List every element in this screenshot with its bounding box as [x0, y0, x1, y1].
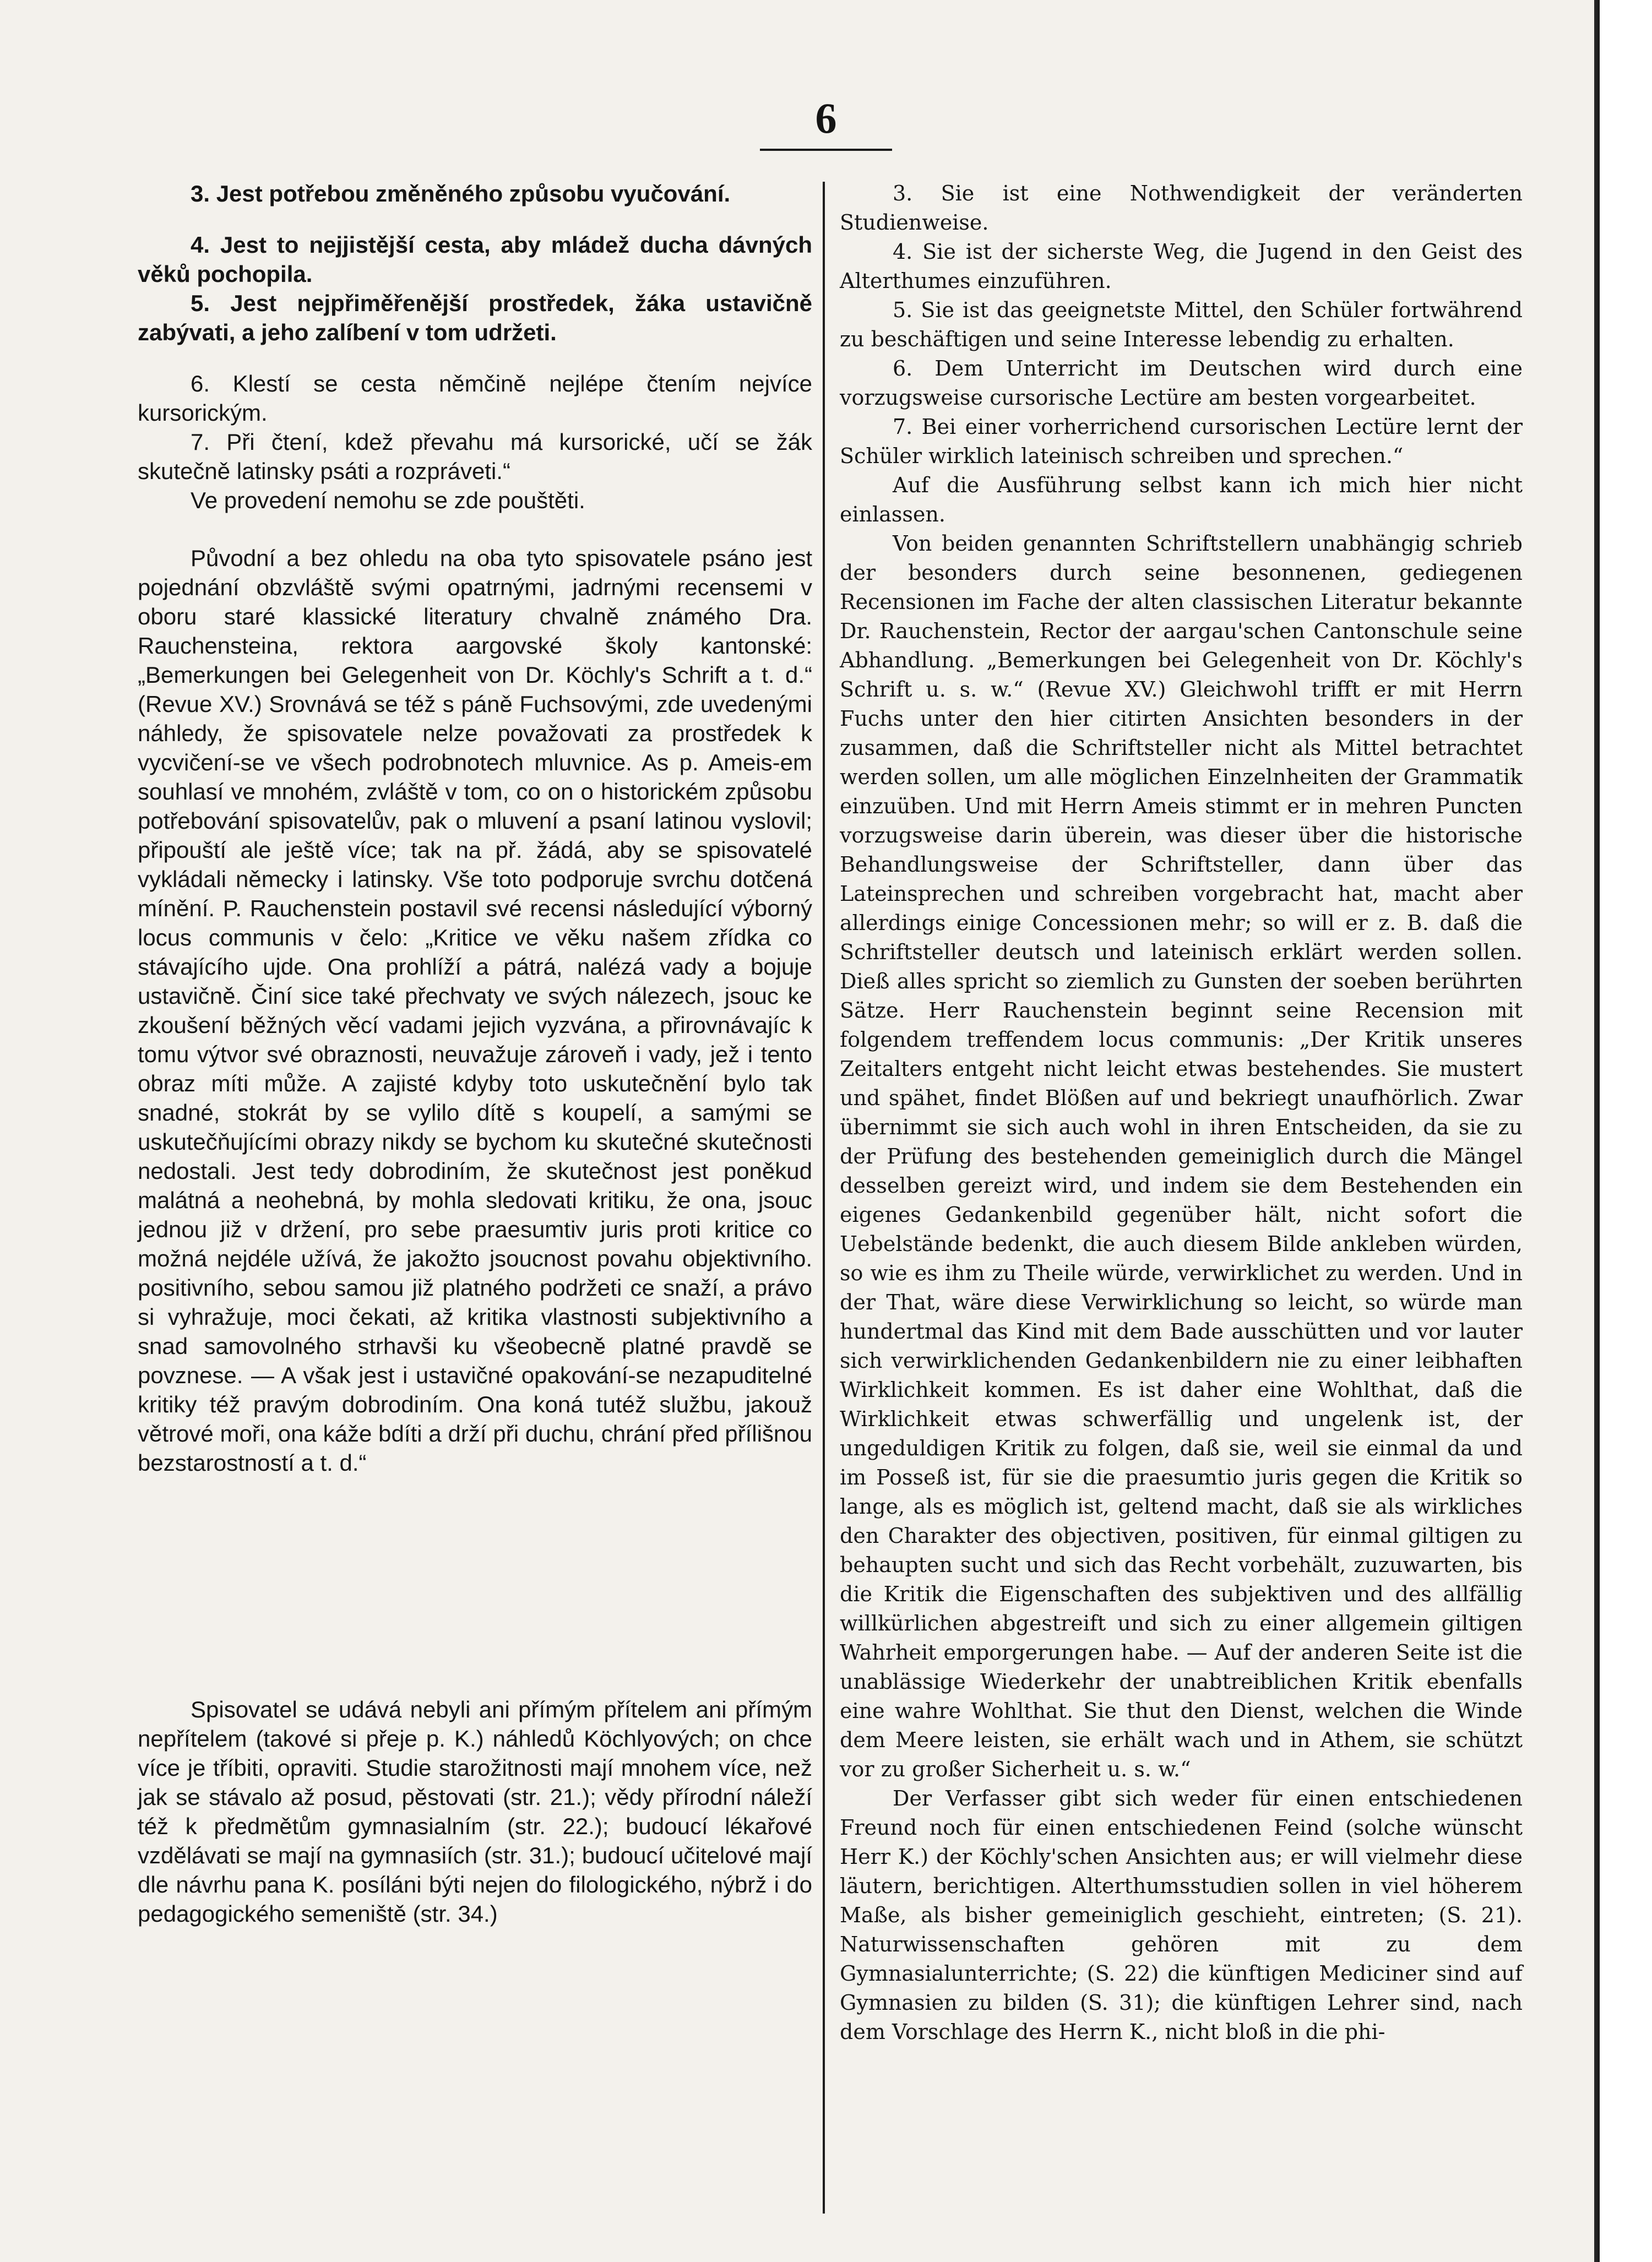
page-margin-right: [1600, 0, 1652, 2262]
closing-line: Ve provedení nemohu se zde pouštěti.: [191, 487, 585, 513]
closing-line: Auf die Ausführung selbst kann ich mich hier nicht einlassen.: [840, 473, 1523, 526]
list-item: 7. Bei einer vorherrichend cursorischen Lectüre lernt der Schüler wirklich lateinisch schreiben und sprechen.“: [840, 415, 1523, 468]
left-column-czech: [138, 179, 812, 1928]
page-number-rule: [760, 149, 892, 151]
main-paragraph: Von beiden genannten Schriftstellern unabhängig schrieb der besonders durch seine besonnenen, gediegenen Recensionen im Fache der alten classischen Literatur bekannte Dr. Rauchenstein, Rector der aargau'schen Cantonschule seine Abhandlung. „Bemerkungen bei Gelegenheit von Dr. Köchly's Schrift u. s. w.“ (Revue XV.) Gleichwohl trifft er mit Herrn Fuchs unter den hier citirten Ansichten besonders in der zusammen, daß die Schriftsteller nicht als Mittel betrachtet werden sollen, um alle möglichen Einzelnheiten der Grammatik einzuüben. Und mit Herrn Ameis stimmt er in mehren Puncten vorzugsweise darin überein, was dieser über die historische Behandlungsweise der Schriftsteller, dann über das Lateinsprechen und schreiben vorgebracht hat, macht aber allerdings einige Concessionen mehr; so will er z. B. daß die Schriftsteller deutsch und lateinisch erklärt werden sollen. Dieß alles spricht so ziemlich zu Gunsten der soeben berührten Sätze. Herr Rauchenstein beginnt seine Recension mit folgendem treffendem locus communis: „Der Kritik unseres Zeitalters entgeht nicht leicht etwas bestehendes. Sie mustert und spähet, findet Blößen auf und bekriegt unaufhörlich. Zwar übernimmt sie sich auch wohl in ihren Entscheiden, da sie zu der Prüfung des bestehenden gemeiniglich durch die Mängel desselben gereizt wird, und indem sie dem Bestehenden ein eigenes Gedankenbild gegenüber hält, nicht sofort die Uebelstände bedenkt, die auch diesem Bilde ankleben würden, so wie es ihm zu Theile würde, verwirklichet zu werden. Und in der That, wäre diese Verwirklichung so leicht, so würde man hundertmal das Kind mit dem Bade ausschütten und vor lauter sich verwirklichenden Gedankenbildern nie zu einer leibhaften Wirklichkeit kommen. Es ist daher eine Wohlthat, daß die Wirklichkeit etwas schwerfällig und ungelenk ist, der ungeduldigen Kritik zu folgen, daß sie, weil sie einmal da und im Posseß ist, für sie die praesumtio juris gegen die Kritik so lange, als es möglich ist, geltend macht, daß sie als wirkliches den Charakter des objectiven, positiven, für einmal giltigen zu behaupten sucht und sich das Recht vorbehält, zuzuwarten, bis die Kritik die Eigenschaften des subjektiven und des allfällig willkürlichen abgestreift und sich zu einer allgemein giltigen Wahrheit emporgerungen habe. — Auf der anderen Seite ist die unablässige Wiederkehr der unabtreiblichen Kritik ebenfalls eine wahre Wohlthat. Sie thut den Dienst, welchen die Winde dem Meere leisten, sie erhält wach und in Athem, sie schützt vor zu großer Sicherheit u. s. w.“: [840, 531, 1523, 1781]
page-number: 6: [815, 94, 837, 142]
list-item: 6. Klestí se cesta němčině nejlépe čtením nejvíce kursorickým.: [138, 371, 812, 426]
column-divider: [823, 182, 825, 2214]
right-column-german: [840, 179, 1523, 2047]
main-paragraph: Původní a bez ohledu na oba tyto spisovatele psáno jest pojednání obzvláště svými opatrnými, jadrnými recensemi v oboru staré klassické literatury chvalně známého Dra. Rauchensteina, rektora aargovské školy kantonské: „Bemerkungen bei Gelegenheit von Dr. Köchly's Schrift a t. d.“ (Revue XV.) Srovnává se též s páně Fuchsovými, zde uvedenými náhledy, že spisovatele nelze považovati za prostředek k vycvičení-se ve všech podrobnotech mluvnice. As p. Ameis-em souhlasí ve mnohém, zvláště v tom, co on o historickém způsobu potřebování spisovatelův, pak o mluvení a psaní latinou vyslovil; připouští ale ještě více; tak na př. žádá, aby se spisovatelé vykládali německy i latinsky. Vše toto podporuje svrchu dotčená mínění. P. Rauchenstein postavil své recensi následující výborný locus communis v čelo: „Kritice ve věku našem zřídka co stávajícího ujde. Ona prohlíží a pátrá, nalézá vady a bojuje ustavičně. Činí sice také přechvaty ve svých nálezech, jsouc ke zkoušení běžných věcí vadami jejich vyzvána, a přirovnávajíc k tomu výtvor své obraznosti, neuvažuje zároveň i vady, jež i tento obraz míti může. A zajisté kdyby toto uskutečnění bylo tak snadné, stokrát by se vylilo dítě s koupelí, a samými se uskutečňujícími obrazy nikdy se bychom ku skutečné skutečnosti nedostali. Jest tedy dobrodiním, že skutečnost jest poněkud malátná a neohebná, by mohla sledovati kritiku, že ona, jsouc jednou již v držení, pro sebe praesumtiv juris proti kritice co možná nejdéle užívá, že jakožto jsoucnost povahu objektivního. positivního, sebou samou již platného podržeti ce snaží, a právo si vyhražuje, moci čekati, až kritika vlastnosti subjektivního a snad samovolného strhavši ku všeobecně platné pravdě se povznese. — A však jest i ustavičné opakování-se nezapuditelné kritiky též pravým dobrodiním. Ona koná tutéž službu, jakouž větrové moři, ona káže bdíti a drží při duchu, chrání před přílišnou bezstarostností a t. d.“: [138, 545, 812, 1476]
list-item: 7. Při čtení, kdež převahu má kursorické, učí se žák skutečně latinsky psáti a rozpráveti.“: [138, 429, 812, 484]
bottom-paragraph: Der Verfasser gibt sich weder für einen entschiedenen Freund noch für einen entschiedenen Feind (solche wünscht Herr K.) der Köchly'schen Ansichten aus; er will vielmehr diese läutern, berichtigen. Alterthumsstudien sollen in viel höherem Maße, als bisher gemeiniglich geschieht, eintreten; (S. 21). Naturwissenschaften gehören mit zu dem Gymnasialunterrichte; (S. 22) die künftigen Mediciner sind auf Gymnasien zu bilden (S. 31); die künftigen Lehrer sind, nach dem Vorschlage des Herrn K., nicht bloß in die phi-: [840, 1786, 1523, 2044]
list-item: 6. Dem Unterricht im Deutschen wird durch eine vorzugsweise cursorische Lectüre am besten vorgearbeitet.: [840, 356, 1523, 410]
list-item: 5. Jest nejpřiměřenější prostředek, žáka ustavičně zabývati, a jeho zalíbení v tom udržeti.: [138, 290, 812, 345]
list-item: 3. Jest potřebou změněného způsobu vyučování.: [191, 181, 731, 206]
list-item: 4. Sie ist der sicherste Weg, die Jugend in den Geist des Alterthumes einzuführen.: [840, 240, 1523, 293]
list-item: 5. Sie ist das geeignetste Mittel, den Schüler fortwährend zu beschäftigen und seine Interesse lebendig zu erhalten.: [840, 298, 1523, 351]
list-item: 4. Jest to nejjistější cesta, aby mládež ducha dávných věků pochopila.: [138, 232, 812, 287]
list-item: 3. Sie ist eine Nothwendigkeit der veränderten Studienweise.: [840, 181, 1523, 235]
bottom-paragraph: Spisovatel se udává nebyli ani přímým přítelem ani přímým nepřítelem (takové si přeje p. K.) náhledů Köchlyových; on chce více je tříbiti, opraviti. Studie starožitnosti mají mnohem více, než jak se stávalo až posud, pěstovati (str. 21.); vědy přírodní náleží též k předmětům gymnasialním (str. 22.); budoucí lékařové vzdělávati se mají na gymnasiích (str. 31.); budoucí učitelové mají dle návrhu pana K. posíláni býti nejen do filologického, nýbrž i do pedagogického semeniště (str. 34.): [138, 1697, 812, 1927]
